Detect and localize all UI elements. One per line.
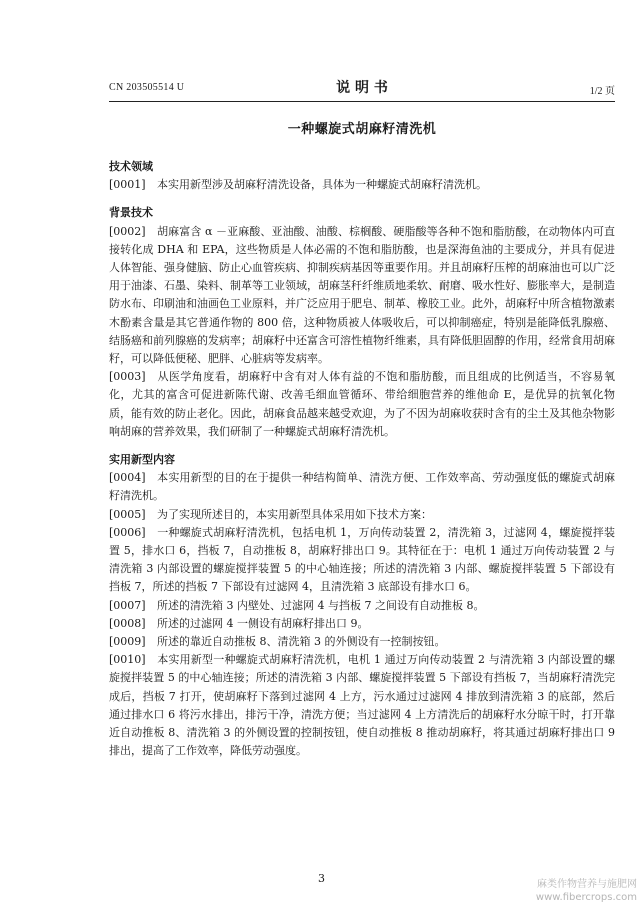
- paragraph-text: 胡麻富含 α －亚麻酸、亚油酸、油酸、棕榈酸、硬脂酸等各种不饱和脂肪酸，在动物体内可直接转化成 DHA 和 EPA，这些物质是人体必需的不饱和脂肪酸，也是深海鱼油的主要成分，并具有促进人体智能、强身健脑、防止心血管疾病、抑制疾病基因等重要作用。并且胡麻籽压榨的胡麻油也可以广泛用于油漆、石墨、染料、制革等工业领域，胡麻茎秆纤维质地柔软、耐磨、吸水性好、膨胀率大，是制造防水布、印刷油和油画色工业原料，并广泛应用于肥皂、制革、橡胶工业。此外，胡麻籽中所含植物激素木酚素含量是其它普通作物的 800 倍，这种物质被人体吸收后，可以抑制癌症，特别是能降低乳腺癌、结肠癌和前列腺癌的发病率；胡麻籽中还富含可溶性植物纤维素，具有降低胆固醇的作用，经常食用胡麻籽，可以降低便秘、肥胖、心脏病等发病率。: [109, 224, 615, 366]
- paragraph-text: 本实用新型一种螺旋式胡麻籽清洗机，电机 1 通过万向传动装置 2 与清洗箱 3 内部设置的螺旋搅拌装置 5 的中心轴连接；所述的清洗箱 3 内部、螺旋搅拌装置 5 下部设有挡板 7，当胡麻籽清洗完成后，挡板 7 打开，使胡麻籽下落到过滤网 4 上方，污水通过过滤网 4 排放到清洗箱 3 的底部，然后通过排水口 6 将污水排出，排污干净，清洗方便；当过滤网 4 上方清洗后的胡麻籽水分晾干时，打开靠近自动推板 8、清洗箱 3 的外侧设置的控制按钮，使自动推板 8 推动胡麻籽，将其通过胡麻籽排出口 9 排出，提高了工作效率，降低劳动强度。: [109, 653, 615, 758]
- page-number: 3: [318, 872, 325, 885]
- paragraph-text: 所述的清洗箱 3 内壁处、过滤网 4 与挡板 7 之间设有自动推板 8。: [157, 598, 485, 612]
- paragraph: [109, 469, 615, 505]
- paragraph-number: [0005]: [109, 507, 146, 521]
- paragraph-number: [0006]: [109, 525, 146, 539]
- paragraph: [109, 176, 615, 194]
- paragraph-text: 所述的过滤网 4 一侧设有胡麻籽排出口 9。: [157, 616, 369, 630]
- paragraph: [109, 633, 615, 651]
- paragraph: [109, 506, 615, 524]
- paragraph-text: 从医学角度看，胡麻籽中含有对人体有益的不饱和脂肪酸，而且组成的比例适当，不容易氧化，尤其的富含可促进新陈代谢、改善毛细血管循环、带给细胞营养的维他命 E，是优异的抗氧化物质，能有效的防止老化。因此，胡麻食品越来越受欢迎，为了不因为胡麻收获时含有的尘土及其他杂物影响胡麻的营养效果，我们研制了一种螺旋式胡麻籽清洗机。: [109, 370, 615, 438]
- watermark-line-1: 麻类作物营养与施肥网: [537, 879, 637, 890]
- paragraph-number: [0008]: [109, 616, 146, 630]
- paragraph: [109, 223, 615, 369]
- paragraph-number: [0004]: [109, 471, 146, 485]
- paragraph-text: 本实用新型涉及胡麻籽清洗设备，具体为一种螺旋式胡麻籽清洗机。: [157, 178, 487, 192]
- paragraph-text: 一种螺旋式胡麻籽清洗机，包括电机 1，万向传动装置 2，清洗箱 3，过滤网 4，螺旋搅拌装置 5，排水口 6，挡板 7，自动推板 8，胡麻籽排出口 9。其特征在于：电机 1 通过万向传动装置 2 与清洗箱 3 内部设置的螺旋搅拌装置 5 的中心轴连接；所述的清洗箱 3 内部、螺旋搅拌装置 5 下部设有挡板 7，所述的挡板 7 下部设有过滤网 4，且清洗箱 3 底部设有排水口 6。: [109, 525, 615, 594]
- paragraph: [109, 368, 615, 441]
- paragraph-number: [0001]: [109, 178, 146, 192]
- section-heading: 背景技术: [109, 206, 153, 220]
- paragraph-number: [0010]: [109, 653, 146, 667]
- document-body: [109, 158, 615, 761]
- paragraph-number: [0009]: [109, 635, 146, 649]
- section-heading: 实用新型内容: [109, 453, 175, 467]
- watermark: [536, 878, 637, 904]
- paragraph-text: 本实用新型的目的在于提供一种结构简单、清洗方便、工作效率高、劳动强度低的螺旋式胡麻籽清洗机。: [109, 471, 615, 503]
- document-title: 一种螺旋式胡麻籽清洗机: [287, 122, 437, 137]
- header-rule: [109, 101, 615, 102]
- page-indicator: 1/2 页: [589, 86, 615, 97]
- paragraph-number: [0002]: [109, 224, 146, 238]
- watermark-line-2: www.fibercrops.com: [535, 892, 637, 903]
- patent-number: CN 203505514 U: [109, 82, 185, 93]
- paragraph: [109, 651, 615, 760]
- section-heading: 技术领域: [109, 160, 153, 173]
- document-type: 说 明 书: [336, 80, 388, 96]
- page-header: [109, 79, 615, 99]
- paragraph-number: [0007]: [109, 598, 146, 612]
- paragraph-text: 为了实现所述目的，本实用新型具体采用如下技术方案：: [157, 507, 432, 521]
- paragraph: [109, 524, 615, 597]
- paragraph-text: 所述的靠近自动推板 8、清洗箱 3 的外侧设有一控制按钮。: [157, 635, 446, 649]
- paragraph: [109, 615, 615, 633]
- paragraph-number: [0003]: [109, 370, 146, 384]
- paragraph: [109, 597, 615, 615]
